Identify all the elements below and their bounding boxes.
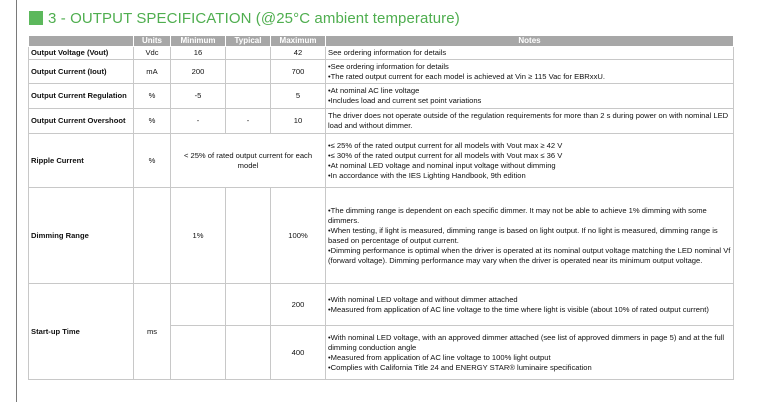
table-row [29, 284, 734, 326]
note-line: The driver does not operate outside of the regulation requirements for more than 2 s during power on with nominal LED load and without dimmer. [328, 111, 729, 130]
note-line: •Dimming performance is optimal when the driver is operated at its nominal output voltage matching the LED nominal Vf (forward voltage). Dimming performance may vary when the driver is operated near its minimum output voltage. [328, 245, 731, 265]
note-line: •≤ 25% of the rated output current for all models with Vout max ≥ 42 V [328, 140, 563, 150]
note-line: See ordering information for details [328, 48, 447, 57]
table-row [29, 134, 734, 188]
header-parameter [29, 36, 134, 47]
note-line: •Includes load and current set point variations [328, 96, 482, 105]
note-line: •The rated output current for each model is achieved at Vin ≥ 115 Vac for EBRxxU. [328, 71, 605, 81]
note-line: •With nominal LED voltage, with an approved dimmer attached (see list of approved dimmers in page 5) and at the full dimming conduction angle [328, 332, 725, 352]
max-cell: 400 [271, 326, 326, 380]
note-line: •Complies with California Title 24 and ENERGY STAR® luminaire specification [328, 362, 592, 372]
min-cell: 200 [171, 60, 226, 84]
output-spec-table [28, 35, 734, 380]
note-line: •Measured from application of AC line voltage to the time where light is visible (about 10% of rated output current) [328, 304, 709, 314]
param-dimming-range: Dimming Range [29, 188, 134, 284]
units-cell: ms [134, 284, 171, 380]
param-current-overshoot: Output Current Overshoot [29, 109, 134, 134]
param-current-regulation: Output Current Regulation [29, 84, 134, 109]
min-cell: 16 [171, 47, 226, 60]
max-cell: 100% [271, 188, 326, 284]
section-title: 3 - OUTPUT SPECIFICATION (@25°C ambient temperature) [48, 9, 460, 27]
notes-cell [326, 47, 734, 60]
note-line: •When testing, if light is measured, dimming range is based on light output. If no light is measured, dimming range is based on percentage of output current. [328, 225, 718, 245]
max-cell: 5 [271, 84, 326, 109]
note-line: •See ordering information for details [328, 61, 449, 71]
units-cell [134, 188, 171, 284]
table-row [29, 109, 734, 134]
param-startup-time: Start-up Time [29, 284, 134, 380]
green-square-bullet [29, 11, 43, 25]
note-line: •The dimming range is dependent on each specific dimmer. It may not be able to achieve 1% dimming with some dimmers. [328, 205, 707, 225]
ripple-range-cell: < 25% of rated output current for each model [171, 134, 326, 188]
section-heading [29, 8, 460, 28]
notes-cell [326, 284, 734, 326]
typ-cell [226, 284, 271, 326]
header-minimum: Minimum [171, 36, 226, 47]
table-header-row [29, 36, 734, 47]
table-row [29, 60, 734, 84]
note-line: •≤ 30% of the rated output current for all models with Vout max ≤ 36 V [328, 150, 563, 160]
header-notes: Notes [326, 36, 734, 47]
max-cell: 200 [271, 284, 326, 326]
units-cell: mA [134, 60, 171, 84]
units-cell: Vdc [134, 47, 171, 60]
typ-cell [226, 84, 271, 109]
note-line: •Measured from application of AC line voltage to 100% light output [328, 352, 551, 362]
header-units: Units [134, 36, 171, 47]
note-line: •In accordance with the IES Lighting Handbook, 9th edition [328, 170, 526, 180]
table-row [29, 84, 734, 109]
param-output-voltage: Output Voltage (Vout) [29, 47, 134, 60]
table-row [29, 47, 734, 60]
typ-cell [226, 47, 271, 60]
typ-cell [226, 60, 271, 84]
min-cell: 1% [171, 188, 226, 284]
min-cell [171, 284, 226, 326]
param-output-current: Output Current (Iout) [29, 60, 134, 84]
table-row [29, 188, 734, 284]
units-cell: % [134, 134, 171, 188]
notes-cell [326, 60, 734, 84]
note-line: •At nominal AC line voltage [328, 86, 420, 95]
notes-cell [326, 84, 734, 109]
min-cell [171, 326, 226, 380]
typ-cell: - [226, 109, 271, 134]
left-margin-rule [16, 0, 17, 402]
units-cell: % [134, 84, 171, 109]
header-maximum: Maximum [271, 36, 326, 47]
notes-cell [326, 109, 734, 134]
max-cell: 700 [271, 60, 326, 84]
min-cell: - [171, 109, 226, 134]
typ-cell [226, 188, 271, 284]
units-cell: % [134, 109, 171, 134]
max-cell: 42 [271, 47, 326, 60]
notes-cell [326, 326, 734, 380]
param-ripple-current: Ripple Current [29, 134, 134, 188]
notes-cell [326, 188, 734, 284]
min-cell: -5 [171, 84, 226, 109]
typ-cell [226, 326, 271, 380]
note-line: •With nominal LED voltage and without dimmer attached [328, 294, 518, 304]
header-typical: Typical [226, 36, 271, 47]
notes-cell [326, 134, 734, 188]
note-line: •At nominal LED voltage and nominal input voltage without dimming [328, 160, 556, 170]
max-cell: 10 [271, 109, 326, 134]
